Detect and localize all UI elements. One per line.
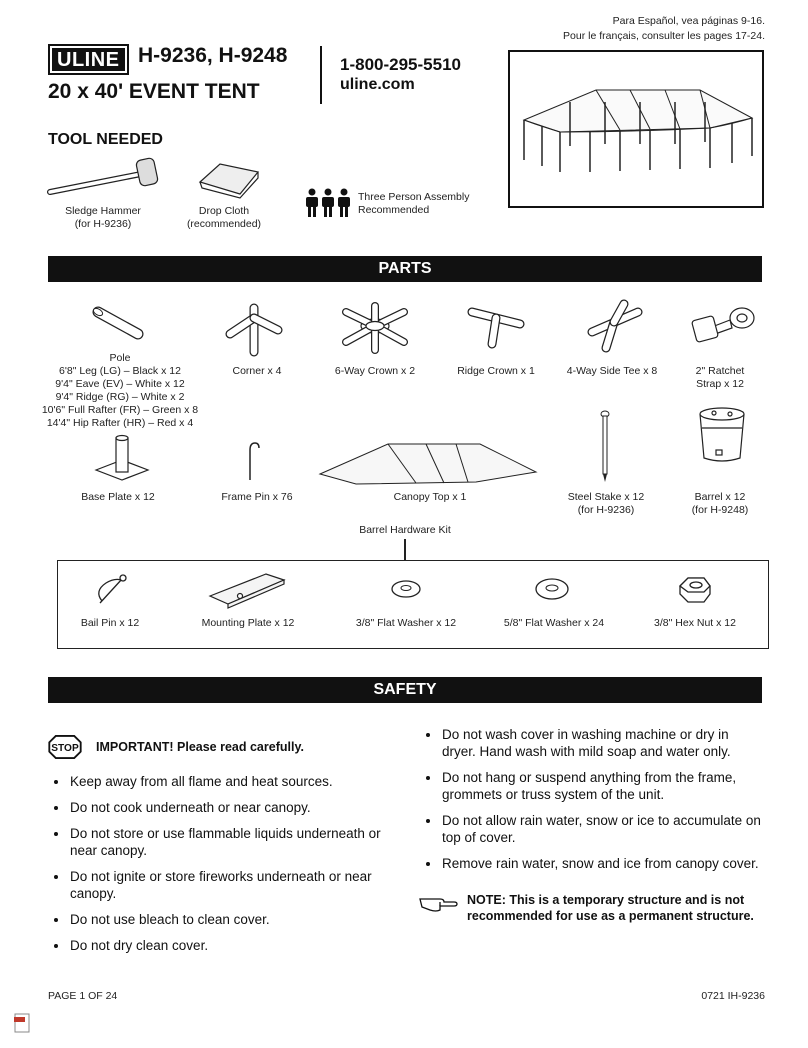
barrel-hardware-kit <box>57 560 769 649</box>
list-item: Do not wash cover in washing machine or dry in dryer. Hand wash with mild soap and water only. <box>420 726 765 760</box>
safety-list-right <box>420 726 765 881</box>
ratchet-strap-caption: 2" Ratchet Strap x 12 <box>695 365 745 390</box>
event-tent-icon <box>510 52 762 206</box>
list-item: Do not hang or suspend anything from the frame, grommets or truss system of the unit. <box>420 769 765 803</box>
header-divider <box>320 46 322 104</box>
frame-pin-icon <box>244 440 264 484</box>
parts-heading: PARTS <box>48 256 762 282</box>
tent-illustration <box>508 50 764 208</box>
note-text: NOTE: This is a temporary structure and is not recommended for use as a permanent structure. <box>467 893 754 923</box>
drop-cloth-caption: Drop Cloth (recommended) <box>186 205 262 230</box>
four-way-tee-icon <box>584 298 646 354</box>
frame-pin-caption: Frame Pin x 76 <box>221 491 293 503</box>
list-item: Do not store or use flammable liquids underneath or near canopy. <box>48 825 393 859</box>
barrel-caption: Barrel x 12 (for H-9248) <box>691 491 749 516</box>
important-notice: IMPORTANT! Please read carefully. <box>96 740 304 754</box>
ratchet-strap-icon <box>690 304 756 348</box>
uline-logo: ULINE <box>48 44 129 75</box>
flat-washer-large-icon <box>534 576 570 602</box>
page-number: PAGE 1 OF 24 <box>48 990 118 1002</box>
pdf-icon <box>14 1013 32 1035</box>
page-title: 20 x 40' EVENT TENT <box>48 80 260 103</box>
mounting-plate-caption: Mounting Plate x 12 <box>201 617 295 629</box>
hex-nut-caption: 3/8" Hex Nut x 12 <box>654 617 736 629</box>
hex-nut-icon <box>676 574 714 606</box>
mounting-plate-icon <box>206 570 288 610</box>
ridge-crown-caption: Ridge Crown x 1 <box>457 365 535 377</box>
steel-stake-icon <box>596 410 614 484</box>
base-plate-icon <box>94 434 150 482</box>
flat-washer-small-caption: 3/8" Flat Washer x 12 <box>355 617 457 629</box>
three-person-icon <box>304 188 354 218</box>
safety-heading: SAFETY <box>48 677 762 703</box>
barrel-icon <box>694 404 750 466</box>
four-way-tee-caption: 4-Way Side Tee x 8 <box>566 365 658 377</box>
drop-cloth-icon <box>196 160 262 200</box>
list-item: Do not use bleach to clean cover. <box>48 911 393 928</box>
base-plate-caption: Base Plate x 12 <box>81 491 155 503</box>
website: uline.com <box>340 76 415 93</box>
corner-caption: Corner x 4 <box>232 365 282 377</box>
spanish-note: Para Español, vea páginas 9-16. <box>612 15 765 27</box>
list-item: Do not allow rain water, snow or ice to accumulate on top of cover. <box>420 812 765 846</box>
tool-needed-heading: TOOL NEEDED <box>48 131 163 148</box>
bail-pin-caption: Bail Pin x 12 <box>80 617 140 629</box>
six-way-crown-icon <box>338 300 412 356</box>
six-way-crown-caption: 6-Way Crown x 2 <box>334 365 416 377</box>
model-numbers: H-9236, H-9248 <box>138 44 288 67</box>
list-item: Remove rain water, snow and ice from canopy cover. <box>420 855 765 872</box>
pole-caption: Pole 6'8" Leg (LG) – Black x 12 9'4" Eave (EV) – White x 12 9'4" Ridge (RG) – White x 2 10'6" Full Rafter (FR) – Green x 8 14'4" Hip Rafter (HR) – Red x 4 <box>41 352 199 429</box>
sledge-hammer-caption: Sledge Hammer (for H-9236) <box>65 205 141 230</box>
bail-pin-icon <box>92 573 136 609</box>
list-item: Keep away from all flame and heat sources. <box>48 773 393 790</box>
canopy-top-caption: Canopy Top x 1 <box>393 491 467 503</box>
pointing-hand-icon <box>418 893 458 913</box>
list-item: Do not ignite or store fireworks underneath or near canopy. <box>48 868 393 902</box>
list-item: Do not dry clean cover. <box>48 937 393 954</box>
kit-connector-line <box>404 539 406 561</box>
phone-number: 1-800-295-5510 <box>340 55 461 74</box>
sledge-hammer-icon <box>48 155 163 200</box>
french-note: Pour le français, consulter les pages 17-24. <box>563 30 765 42</box>
flat-washer-large-caption: 5/8" Flat Washer x 24 <box>503 617 605 629</box>
stop-icon <box>48 735 82 759</box>
corner-icon <box>222 300 284 358</box>
document-code: 0721 IH-9236 <box>701 990 765 1002</box>
safety-list-left <box>48 773 393 963</box>
steel-stake-caption: Steel Stake x 12 (for H-9236) <box>567 491 645 516</box>
pole-icon <box>92 306 144 340</box>
barrel-kit-title: Barrel Hardware Kit <box>359 524 451 536</box>
stop-label: STOP <box>51 743 79 755</box>
list-item: Do not cook underneath or near canopy. <box>48 799 393 816</box>
canopy-top-icon <box>316 440 540 486</box>
assembly-note: Three Person Assembly Recommended <box>358 191 470 216</box>
ridge-crown-icon <box>466 302 526 350</box>
flat-washer-small-icon <box>390 578 422 600</box>
